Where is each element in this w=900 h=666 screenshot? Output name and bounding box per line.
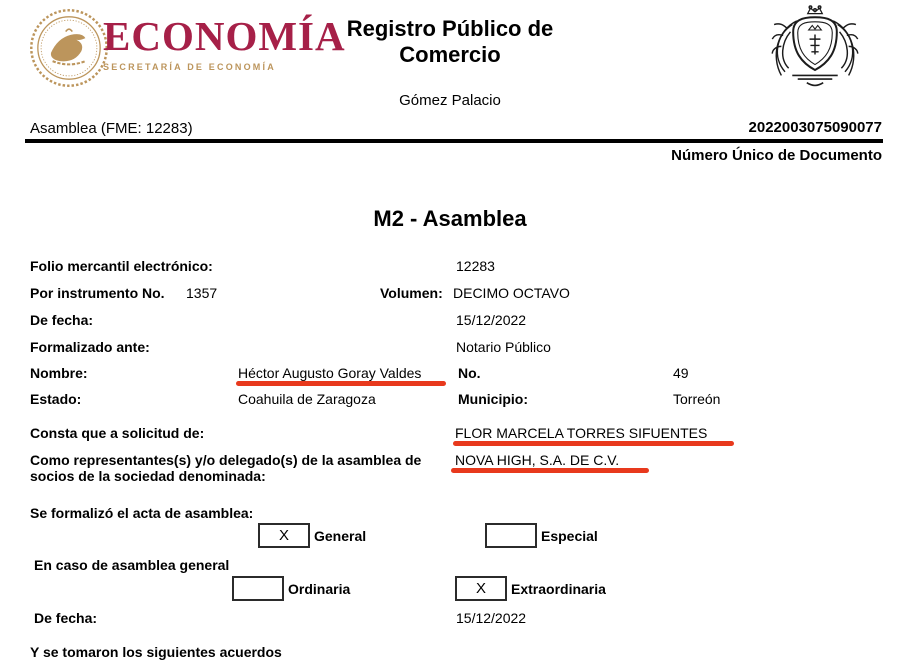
numero-value: 49 bbox=[673, 365, 689, 381]
especial-checkbox-label: Especial bbox=[541, 528, 598, 544]
form-title: M2 - Asamblea bbox=[373, 206, 527, 231]
numero-label: No. bbox=[458, 365, 481, 381]
mexico-eagle-seal-icon bbox=[28, 6, 110, 90]
registry-office: Gómez Palacio bbox=[399, 92, 501, 109]
ordinaria-checkbox[interactable] bbox=[232, 576, 284, 601]
estado-label: Estado: bbox=[30, 391, 82, 407]
general-checkbox-label: General bbox=[314, 528, 367, 544]
formalizado-value: Notario Público bbox=[456, 339, 551, 355]
municipio-value: Torreón bbox=[673, 391, 721, 407]
acta-section-label: Se formalizó el acta de asamblea: bbox=[30, 505, 254, 521]
general-checkbox[interactable]: X bbox=[258, 523, 310, 548]
especial-checkbox[interactable] bbox=[485, 523, 537, 548]
volumen-value: DECIMO OCTAVO bbox=[453, 285, 570, 301]
municipio-label: Municipio: bbox=[458, 391, 528, 407]
document-number-caption: Número Único de Documento bbox=[671, 147, 882, 164]
extraordinaria-checkbox[interactable]: X bbox=[455, 576, 507, 601]
document-number: 2022003075090077 bbox=[748, 119, 882, 136]
nombre-red-underline bbox=[236, 381, 446, 386]
economia-tagline: SECRETARÍA DE ECONOMÍA bbox=[103, 62, 276, 72]
folio-value: 12283 bbox=[456, 258, 495, 274]
folio-label: Folio mercantil electrónico: bbox=[30, 258, 213, 274]
economia-wordmark: ECONOMÍA bbox=[103, 13, 346, 59]
nombre-label: Nombre: bbox=[30, 365, 88, 381]
instrumento-label: Por instrumento No. bbox=[30, 285, 165, 301]
representantes-label: Como representantes(s) y/o delegado(s) de la asamblea de socios de la sociedad denominada: bbox=[30, 452, 422, 485]
caso-general-section-label: En caso de asamblea general bbox=[34, 557, 230, 573]
extraordinaria-checkbox-label: Extraordinaria bbox=[511, 581, 606, 597]
header-rule bbox=[25, 139, 883, 143]
solicitud-red-underline bbox=[453, 441, 734, 446]
fecha-instrumento-value: 15/12/2022 bbox=[456, 312, 527, 328]
registry-title: Registro Público de Comercio bbox=[346, 16, 554, 68]
formalizado-label: Formalizado ante: bbox=[30, 339, 150, 355]
solicitud-value: FLOR MARCELA TORRES SIFUENTES bbox=[455, 425, 708, 441]
ordinaria-checkbox-label: Ordinaria bbox=[288, 581, 351, 597]
estado-value: Coahuila de Zaragoza bbox=[238, 391, 376, 407]
fecha-asamblea-value: 15/12/2022 bbox=[456, 610, 527, 626]
procedure-label: Asamblea (FME: 12283) bbox=[30, 120, 193, 137]
nombre-value: Héctor Augusto Goray Valdes bbox=[238, 365, 422, 381]
fecha-asamblea-label: De fecha: bbox=[34, 610, 98, 626]
acuerdos-label: Y se tomaron los siguientes acuerdos bbox=[30, 644, 282, 660]
notary-crest-icon bbox=[765, 2, 865, 98]
fecha-instrumento-label: De fecha: bbox=[30, 312, 94, 328]
solicitud-label: Consta que a solicitud de: bbox=[30, 425, 205, 441]
representantes-red-underline bbox=[451, 468, 649, 473]
instrumento-value: 1357 bbox=[186, 285, 218, 301]
volumen-label: Volumen: bbox=[380, 285, 443, 301]
representantes-value: NOVA HIGH, S.A. DE C.V. bbox=[455, 452, 620, 468]
